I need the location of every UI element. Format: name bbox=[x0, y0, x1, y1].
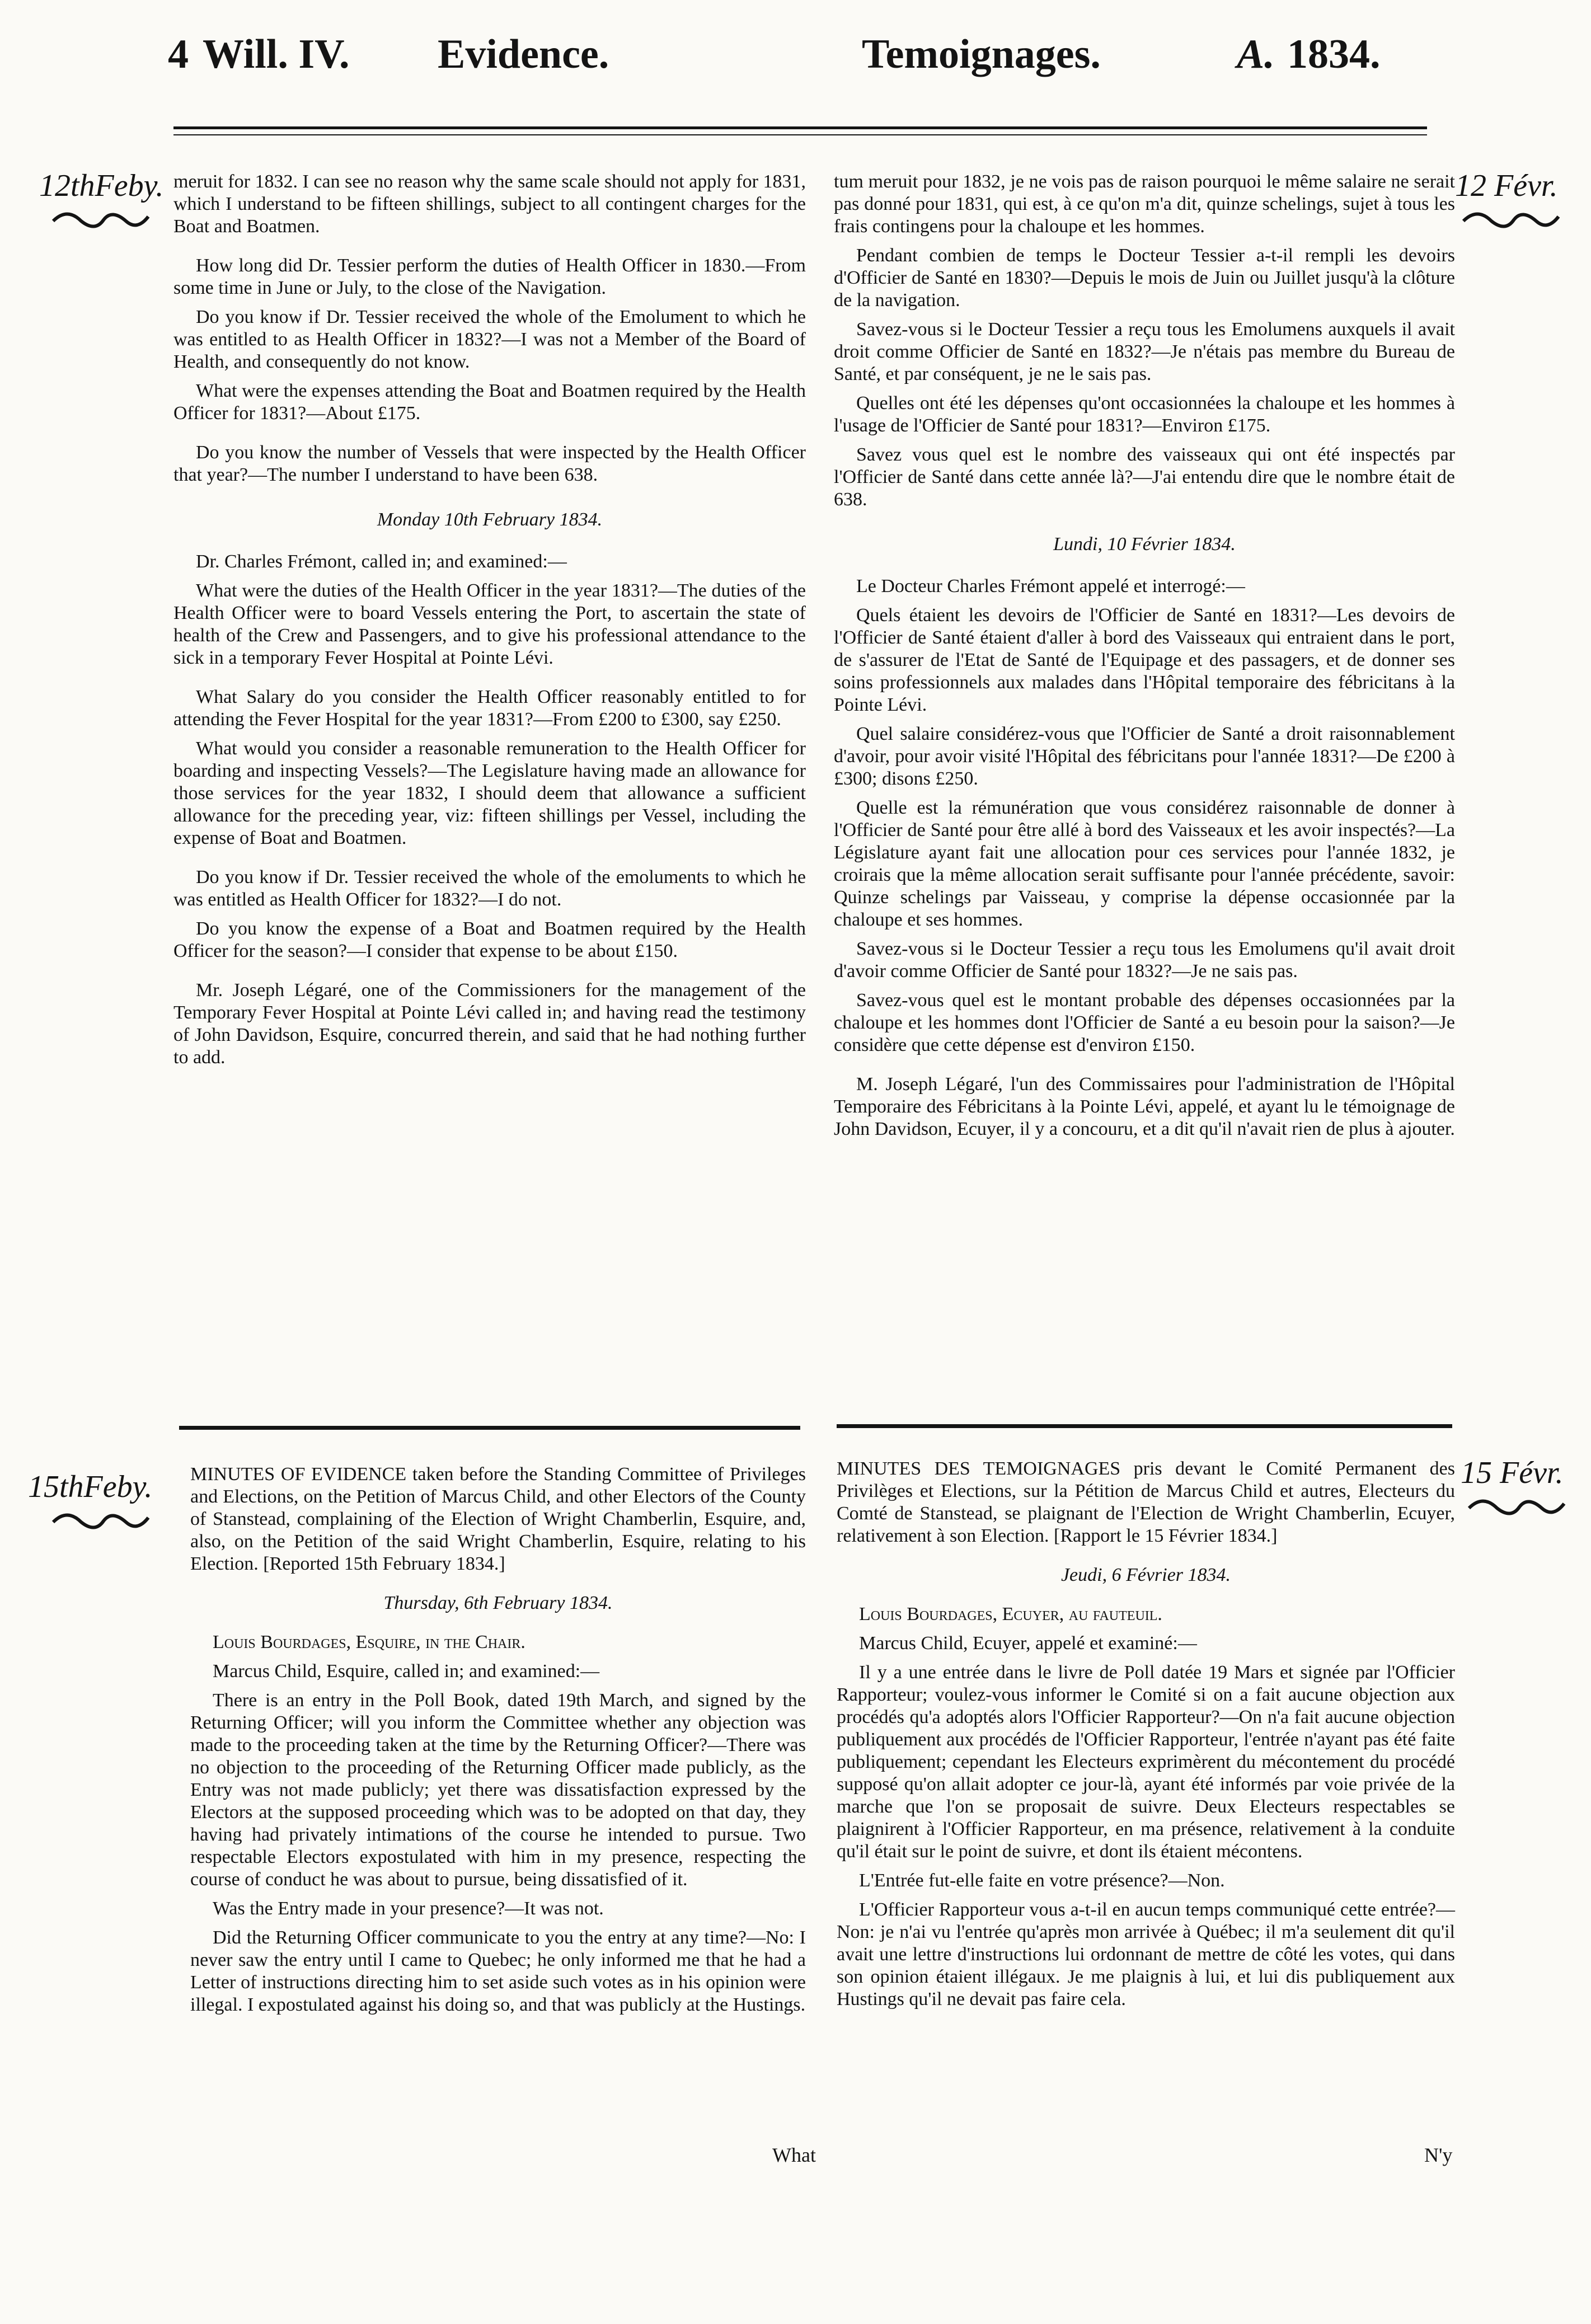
margin-date-left-top: 12thFeby. bbox=[39, 168, 164, 203]
temoignages-title: Temoignages. bbox=[862, 31, 1101, 77]
margin-date-right-mid: 15 Févr. bbox=[1461, 1456, 1564, 1490]
paragraph: meruit for 1832. I can see no reason why the same scale should not apply for 1831, which I understand to be fifteen shillings, subject to all contingent charges for the Boat and Boatmen. bbox=[173, 171, 806, 237]
paragraph: Was the Entry made in your presence?—It was not. bbox=[213, 1898, 604, 1919]
margin-date-left-mid: 15thFeby. bbox=[28, 1469, 153, 1504]
chair-line: Louis Bourdages, Esquire, in the Chair. bbox=[213, 1632, 525, 1652]
flourish-icon bbox=[50, 1505, 151, 1533]
paragraph: What would you consider a reasonable remuneration to the Health Officer for boarding and inspecting Vessels?—The Legislature having made an allowance for those services for the year 1832, I should deem that allowance a sufficient allowance for the preceding year, viz: fifteen shillings per Vessel, including the expense of Boat and Boatmen. bbox=[173, 738, 806, 848]
paragraph: Savez-vous si le Docteur Tessier a reçu tous les Emolumens auxquels il avait droit comme Officier de Santé en 1832?—Je n'étais pas membre du Bureau de Santé, et par conséquent, je ne le sais pas. bbox=[834, 319, 1455, 384]
section-rule-right bbox=[837, 1424, 1452, 1428]
paragraph: What were the expenses attending the Boat and Boatmen required by the Health Officer for 1831?—About £175. bbox=[173, 381, 806, 424]
paragraph: Do you know the expense of a Boat and Boatmen required by the Health Officer for the season?—I consider that expense to be about £150. bbox=[173, 918, 806, 961]
paragraph: Marcus Child, Ecuyer, appelé et examiné:— bbox=[859, 1633, 1197, 1654]
flourish-icon bbox=[1466, 1491, 1567, 1519]
paragraph: Quel salaire considérez-vous que l'Officier de Santé a droit raisonnablement d'avoir, pour avoir visité l'Hôpital des fébricitans pour l'année 1831?—De £200 à £300; disons £250. bbox=[834, 724, 1455, 789]
left-column-lower bbox=[190, 1463, 806, 2023]
reign: Will. IV. bbox=[203, 31, 350, 77]
paragraph: How long did Dr. Tessier perform the duties of Health Officer in 1830.—From some time in June or July, to the close of the Navigation. bbox=[173, 255, 806, 298]
paragraph: What were the duties of the Health Officer in the year 1831?—The duties of the Health Officer were to board Vessels entering the Port, to ascertain the state of health of the Crew and Passengers, and to give his professional attendance to the sick in a temporary Fever Hospital at Pointe Lévi. bbox=[173, 580, 806, 668]
flourish-icon bbox=[1461, 204, 1561, 232]
paragraph: Quels étaient les devoirs de l'Officier de Santé en 1831?—Les devoirs de l'Officier de Santé étaient d'aller à bord des Vaisseaux qui entraient dans le port, de s'assurer de l'Etat de Santé de l'Equipage et des passagers, et de donner ses soins professionnels aux malades dans l'Hôpital temporaire des fébricitans à la Pointe Lévi. bbox=[834, 605, 1455, 715]
paragraph: Dr. Charles Frémont, called in; and examined:— bbox=[196, 551, 567, 572]
paragraph: M. Joseph Légaré, l'un des Commissaires pour l'administration de l'Hôpital Temporaire des Fébricitans à la Pointe Lévi, appelé, et ayant lu le témoignage de John Davidson, Ecuyer, il y a concouru, et a dit qu'il n'avait rien de plus à ajouter. bbox=[834, 1074, 1455, 1139]
paragraph: Quelle est la rémunération que vous considérez raisonnable de donner à l'Officier de Santé pour être allé à bord des Vaisseaux et les avoir inspectés?—La Législature ayant fait une allocation pour ces services pour l'année 1832, je croirais que la même allocation serait suffisante pour l'année précédente, savoir: Quinze schelings par Vaisseau, y comprise la dépense occasionnée par la chaloupe et ses hommes. bbox=[834, 797, 1455, 930]
paragraph: tum meruit pour 1832, je ne vois pas de raison pourquoi le même salaire ne serait pas donné pour 1831, qui est, à ce qu'on m'a dit, quinze schelings, sujet à tous les frais contingens pour la chaloupe et les hommes. bbox=[834, 171, 1455, 237]
right-column-lower bbox=[837, 1458, 1455, 2017]
paragraph: Do you know if Dr. Tessier received the whole of the Emolument to which he was entitled to as Health Officer in 1832?—I was not a Member of the Board of Health, and consequently do not know. bbox=[173, 307, 806, 372]
catchword-right: N'y bbox=[1424, 2144, 1453, 2166]
date-heading: Jeudi, 6 Février 1834. bbox=[1060, 1565, 1231, 1585]
paragraph: L'Officier Rapporteur vous a-t-il en aucun temps communiqué cette entrée?—Non: je n'ai vu l'entrée qu'après mon arrivée à Québec; il m'a seulement dit qu'il avait une lettre d'instructions lui ordonnant de mettre de côté les votes, qui dans son opinion étaient illégaux. Je me plaignis à lui, et lui dis publiquement aux Hustings qu'il ne devait pas faire cela. bbox=[837, 1899, 1455, 2010]
paragraph: Do you know the number of Vessels that were inspected by the Health Officer that year?—The number I understand to have been 638. bbox=[173, 442, 806, 485]
left-column-upper bbox=[173, 171, 806, 1076]
flourish-icon bbox=[50, 204, 151, 232]
paragraph: Quelles ont été les dépenses qu'ont occasionnées la chaloupe et les hommes à l'usage de l'Officier de Santé pour 1831?—Environ £175. bbox=[834, 393, 1455, 436]
paragraph: Il y a une entrée dans le livre de Poll datée 19 Mars et signée par l'Officier Rapporteur; voulez-vous informer le Comité si on a fait aucune objection aux procédés qu'a adoptés alors l'Officier Rapporteur?—On n'a fait aucune objection publiquement aux procédés de l'Officier Rapporteur, l'entrée n'ayant pas été faite publiquement; cependant les Electeurs exprimèrent du mécontement du procédé supposé qu'on allait adopter ce jour-là, ayant été informés par voie privée de la marche que l'on se proposait de suivre. Deux Electeurs respectables se plaignirent à l'Officier Rapporteur, en ma présence, relativement à la conduite qu'il était sur le point de suivre, et dont ils étaient mécontens. bbox=[837, 1662, 1455, 1862]
margin-date-right-top: 12 Févr. bbox=[1455, 168, 1558, 203]
minutes-heading: MINUTES OF EVIDENCE taken before the Standing Committee of Privileges and Elections, on the Petition of Marcus Child, and other Electors of the County of Stanstead, complaining of the Election of Wright Chamberlin, Esquire, and, also, on the Petition of the said Wright Chamberlin, Esquire, relating to his Election. [Reported 15th February 1834.] bbox=[190, 1464, 806, 1574]
chair-line: Louis Bourdages, Ecuyer, au fauteuil. bbox=[859, 1604, 1162, 1625]
date-heading: Thursday, 6th February 1834. bbox=[383, 1593, 613, 1613]
date-heading: Monday 10th February 1834. bbox=[377, 509, 603, 530]
right-column-upper bbox=[834, 171, 1455, 1147]
catchword-left: What bbox=[772, 2144, 816, 2166]
evidence-title: Evidence. bbox=[438, 31, 609, 77]
section-rule-left bbox=[179, 1426, 800, 1430]
paragraph: Savez vous quel est le nombre des vaisseaux qui ont été inspectés par l'Officier de Santé dans cette année là?—J'ai entendu dire que le nombre était de 638. bbox=[834, 444, 1455, 510]
year: 1834. bbox=[1287, 31, 1381, 77]
paragraph: There is an entry in the Poll Book, dated 19th March, and signed by the Returning Officer; will you inform the Committee whether any objection was made to the proceeding taken at the time by the Returning Officer?—There was no objection to the proceeding of the Returning Officer made publicly, as the Entry was not made publicly; yet there was dissatisfaction expressed by the Electors at the supposed proceeding which was to be adopted on that day, they having had privately intimations of the course he intended to pursue. Two respectable Electors expostulated with him in my presence, respecting the course of conduct he was about to pursue, being dissatisfied of it. bbox=[190, 1690, 806, 1890]
page-header bbox=[168, 31, 1449, 92]
paragraph: Did the Returning Officer communicate to you the entry at any time?—No: I never saw the entry until I came to Quebec; he only informed me that he had a Letter of instructions directing him to set aside such votes as in his opinion were illegal. I expostulated against his doing so, and that was publicly at the Hustings. bbox=[190, 1927, 806, 2015]
year-letter: A. bbox=[1237, 31, 1275, 77]
paragraph: Le Docteur Charles Frémont appelé et interrogé:— bbox=[856, 576, 1245, 597]
paragraph: Mr. Joseph Légaré, one of the Commissioners for the management of the Temporary Fever Hospital at Pointe Lévi called in; and having read the testimony of John Davidson, Esquire, concurred therein, and said that he had nothing further to add. bbox=[173, 980, 806, 1068]
minutes-heading: MINUTES DES TEMOIGNAGES pris devant le Comité Permanent des Privilèges et Elections, sur la Pétition de Marcus Child et autres, Electeurs du Comté de Stanstead, se plaignant de l'Election de Wright Chamberlin, Ecuyer, relativement à son Election. [Rapport le 15 Février 1834.] bbox=[837, 1458, 1455, 1546]
paragraph: Savez-vous quel est le montant probable des dépenses occasionnées par la chaloupe et les hommes dont l'Officier de Santé a eu besoin pour la saison?—Je considère que cette dépense est d'environ £150. bbox=[834, 990, 1455, 1055]
paragraph: Marcus Child, Esquire, called in; and examined:— bbox=[213, 1661, 600, 1682]
date-heading: Lundi, 10 Février 1834. bbox=[1053, 534, 1236, 555]
paragraph: What Salary do you consider the Health Officer reasonably entitled to for attending the Fever Hospital for the year 1831?—From £200 to £300, say £250. bbox=[173, 687, 806, 730]
page-number: 4 bbox=[168, 31, 189, 77]
header-rule-top bbox=[173, 126, 1427, 129]
paragraph: Savez-vous si le Docteur Tessier a reçu tous les Emolumens qu'il avait droit d'avoir comme Officier de Santé pour 1832?—Je ne sais pas. bbox=[834, 938, 1455, 982]
paragraph: Pendant combien de temps le Docteur Tessier a-t-il rempli les devoirs d'Officier de Santé en 1830?—Depuis le mois de Juin ou Juillet jusqu'à la clôture de la navigation. bbox=[834, 245, 1455, 311]
paragraph: L'Entrée fut-elle faite en votre présence?—Non. bbox=[859, 1870, 1225, 1891]
paragraph: Do you know if Dr. Tessier received the whole of the emoluments to which he was entitled as Health Officer for 1832?—I do not. bbox=[173, 867, 806, 910]
header-rule-bottom bbox=[173, 134, 1427, 135]
